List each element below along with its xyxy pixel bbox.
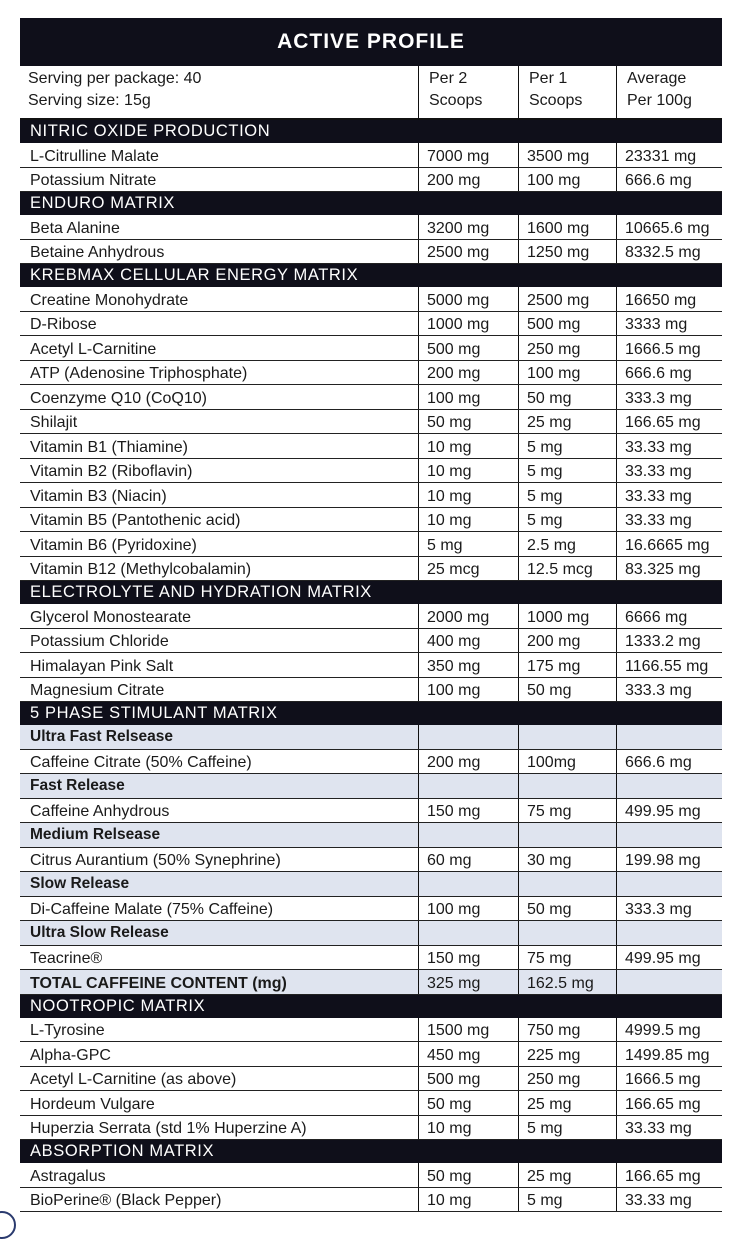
ingredient-row <box>20 385 722 410</box>
ingredient-name: D-Ribose <box>30 316 97 333</box>
amount-per-2-scoops: 200 mg <box>418 168 518 192</box>
amount-per-100g: 33.33 mg <box>616 1116 722 1140</box>
ingredient-name: Himalayan Pink Salt <box>30 657 174 675</box>
amount-per-2-scoops: 500 mg <box>418 1067 518 1091</box>
subsection-row <box>20 872 722 897</box>
subsection-label: Ultra Slow Release <box>30 923 169 941</box>
section-header: NOOTROPIC MATRIX <box>20 995 722 1018</box>
panel-title: ACTIVE PROFILE <box>20 18 722 66</box>
col-header-line: Per 2 <box>429 70 468 87</box>
amount-per-100g: 1333.2 mg <box>616 629 722 653</box>
amount-per-100g: 166.65 mg <box>616 1091 722 1115</box>
amount-per-1-scoop: 5 mg <box>518 459 616 483</box>
ingredient-row <box>20 1018 722 1043</box>
amount-per-2-scoops: 150 mg <box>418 799 518 823</box>
ingredient-row <box>20 532 722 557</box>
ingredient-name: Acetyl L-Carnitine (as above) <box>30 1071 237 1088</box>
amount-per-2-scoops: 2500 mg <box>418 240 518 264</box>
amount-per-100g: 8332.5 mg <box>616 240 722 264</box>
amount-per-1-scoop: 50 mg <box>518 897 616 921</box>
amount-per-2-scoops: 10 mg <box>418 483 518 507</box>
amount-per-100g: 16650 mg <box>616 287 722 311</box>
amount-per-2-scoops: 100 mg <box>418 897 518 921</box>
serving-size: Serving size: 15g <box>28 92 151 109</box>
ingredient-row <box>20 1163 722 1188</box>
ingredient-name: Potassium Chloride <box>30 633 169 650</box>
ingredient-name: Teacrine® <box>30 950 103 967</box>
ingredient-name: Creatine Monohydrate <box>30 291 189 309</box>
ingredient-row <box>20 459 722 484</box>
amount-per-100g: 1499.85 mg <box>616 1042 722 1066</box>
ingredient-name: Vitamin B1 (Thiamine) <box>30 438 188 456</box>
empty-cell <box>418 725 518 749</box>
ingredient-row <box>20 1116 722 1141</box>
amount-per-1-scoop: 50 mg <box>518 678 616 702</box>
amount-per-2-scoops: 1500 mg <box>418 1018 518 1042</box>
subsection-label: Fast Release <box>30 776 125 794</box>
ingredient-row <box>20 168 722 193</box>
amount-per-100g: 199.98 mg <box>616 848 722 872</box>
amount-per-100g: 33.33 mg <box>616 483 722 507</box>
amount-per-100g: 33.33 mg <box>616 434 722 458</box>
amount-per-100g: 4999.5 mg <box>616 1018 722 1042</box>
empty-cell <box>418 823 518 847</box>
amount-per-1-scoop: 5 mg <box>518 508 616 532</box>
amount-per-1-scoop: 12.5 mcg <box>518 557 616 581</box>
subsection-label: Ultra Fast Relsease <box>30 727 174 745</box>
empty-cell <box>418 921 518 945</box>
amount-per-2-scoops: 100 mg <box>418 385 518 409</box>
amount-per-2-scoops: 200 mg <box>418 361 518 385</box>
amount-per-1-scoop: 30 mg <box>518 848 616 872</box>
amount-per-100g: 333.3 mg <box>616 385 722 409</box>
amount-per-1-scoop: 25 mg <box>518 1163 616 1187</box>
ingredient-row <box>20 361 722 386</box>
subsection-row <box>20 921 722 946</box>
col-header-line: Average <box>627 70 687 87</box>
ingredient-row <box>20 678 722 703</box>
ingredient-name: Glycerol Monostearate <box>30 608 191 626</box>
empty-cell <box>518 774 616 798</box>
amount-per-2-scoops: 450 mg <box>418 1042 518 1066</box>
ingredient-name: Coenzyme Q10 (CoQ10) <box>30 389 207 407</box>
ingredient-row <box>20 508 722 533</box>
amount-per-2-scoops: 7000 mg <box>418 143 518 167</box>
col-header-per-2-scoops <box>418 66 518 118</box>
amount-per-1-scoop: 1600 mg <box>518 215 616 239</box>
ingredient-name: Caffeine Anhydrous <box>30 803 170 820</box>
amount-per-2-scoops: 50 mg <box>418 1163 518 1187</box>
amount-per-100g: 333.3 mg <box>616 678 722 702</box>
section-header: ABSORPTION MATRIX <box>20 1140 722 1163</box>
subsection-label: Slow Release <box>30 874 130 892</box>
ingredient-row <box>20 143 722 168</box>
amount-per-100g: 10665.6 mg <box>616 215 722 239</box>
ingredient-row <box>20 629 722 654</box>
amount-per-2-scoops: 50 mg <box>418 410 518 434</box>
amount-per-1-scoop: 3500 mg <box>518 143 616 167</box>
empty-cell <box>616 774 722 798</box>
ingredient-row <box>20 604 722 629</box>
amount-per-1-scoop: 750 mg <box>518 1018 616 1042</box>
amount-per-100g: 499.95 mg <box>616 946 722 970</box>
ingredient-row <box>20 434 722 459</box>
amount-per-1-scoop: 75 mg <box>518 799 616 823</box>
amount-per-2-scoops: 25 mcg <box>418 557 518 581</box>
col-header-line: Per 100g <box>627 92 692 109</box>
ingredient-row <box>20 215 722 240</box>
empty-cell <box>616 823 722 847</box>
ingredient-name: Beta Alanine <box>30 219 120 237</box>
ingredient-row <box>20 1042 722 1067</box>
empty-cell <box>418 774 518 798</box>
amount-per-2-scoops: 150 mg <box>418 946 518 970</box>
ingredient-row <box>20 312 722 337</box>
amount-per-100g: 333.3 mg <box>616 897 722 921</box>
empty-cell <box>518 823 616 847</box>
amount-per-2-scoops: 50 mg <box>418 1091 518 1115</box>
ingredient-row <box>20 799 722 824</box>
ingredient-name: Potassium Nitrate <box>30 172 157 189</box>
ingredient-row <box>20 1067 722 1092</box>
section-header: NITRIC OXIDE PRODUCTION <box>20 120 722 143</box>
serving-header <box>20 66 722 120</box>
ingredient-name: Vitamin B2 (Riboflavin) <box>30 463 193 480</box>
amount-per-2-scoops: 200 mg <box>418 750 518 774</box>
ingredient-row <box>20 1188 722 1213</box>
ingredient-name: Shilajit <box>30 414 78 431</box>
ingredient-name: Vitamin B12 (Methylcobalamin) <box>30 561 252 578</box>
amount-per-2-scoops: 10 mg <box>418 1116 518 1140</box>
ingredient-name: Caffeine Citrate (50% Caffeine) <box>30 754 252 771</box>
col-header-line: Per 1 <box>529 70 568 87</box>
ingredient-name: ATP (Adenosine Triphosphate) <box>30 365 248 382</box>
empty-cell <box>518 872 616 896</box>
amount-per-100g: 3333 mg <box>616 312 722 336</box>
amount-per-1-scoop: 1000 mg <box>518 604 616 628</box>
amount-per-100g: 499.95 mg <box>616 799 722 823</box>
amount-per-100g: 1666.5 mg <box>616 336 722 360</box>
amount-per-2-scoops: 325 mg <box>418 970 518 994</box>
amount-per-2-scoops: 100 mg <box>418 678 518 702</box>
ingredient-name: BioPerine® (Black Pepper) <box>30 1192 222 1209</box>
ingredient-name: Citrus Aurantium (50% Synephrine) <box>30 852 281 869</box>
amount-per-100g: 23331 mg <box>616 143 722 167</box>
empty-cell <box>418 872 518 896</box>
amount-per-1-scoop: 2500 mg <box>518 287 616 311</box>
serving-per-package: Serving per package: 40 <box>28 70 202 87</box>
ingredient-table <box>20 120 722 1212</box>
ingredient-name: Vitamin B5 (Pantothenic acid) <box>30 512 241 529</box>
ingredient-name: Huperzia Serrata (std 1% Huperzine A) <box>30 1120 307 1137</box>
ingredient-row <box>20 410 722 435</box>
amount-per-1-scoop: 25 mg <box>518 410 616 434</box>
ingredient-row <box>20 557 722 582</box>
serving-info <box>20 66 418 118</box>
ingredient-row <box>20 1091 722 1116</box>
col-header-line: Scoops <box>529 92 583 109</box>
amount-per-2-scoops: 10 mg <box>418 459 518 483</box>
ingredient-row <box>20 653 722 678</box>
ingredient-name: Astragalus <box>30 1167 106 1185</box>
amount-per-2-scoops: 10 mg <box>418 508 518 532</box>
amount-per-1-scoop: 162.5 mg <box>518 970 616 994</box>
ingredient-name: Vitamin B3 (Niacin) <box>30 487 167 505</box>
amount-per-1-scoop: 50 mg <box>518 385 616 409</box>
ingredient-name: Di-Caffeine Malate (75% Caffeine) <box>30 901 274 918</box>
amount-per-100g: 1666.5 mg <box>616 1067 722 1091</box>
subsection-row <box>20 823 722 848</box>
ingredient-name: L-Citrulline Malate <box>30 147 159 165</box>
amount-per-100g: 1166.55 mg <box>616 653 722 677</box>
ingredient-row <box>20 336 722 361</box>
amount-per-2-scoops: 500 mg <box>418 336 518 360</box>
amount-per-100g: 166.65 mg <box>616 410 722 434</box>
amount-per-1-scoop: 100 mg <box>518 361 616 385</box>
subsection-row <box>20 774 722 799</box>
amount-per-1-scoop: 5 mg <box>518 1188 616 1212</box>
supplement-facts-panel <box>20 18 722 1212</box>
amount-per-1-scoop: 75 mg <box>518 946 616 970</box>
corner-circle-mark <box>0 1211 16 1239</box>
ingredient-name: Acetyl L-Carnitine <box>30 340 157 358</box>
amount-per-1-scoop: 100 mg <box>518 168 616 192</box>
empty-cell <box>518 725 616 749</box>
amount-per-1-scoop: 175 mg <box>518 653 616 677</box>
amount-per-100g: 33.33 mg <box>616 1188 722 1212</box>
amount-per-1-scoop: 2.5 mg <box>518 532 616 556</box>
ingredient-row <box>20 897 722 922</box>
empty-cell <box>616 872 722 896</box>
amount-per-1-scoop: 100mg <box>518 750 616 774</box>
amount-per-1-scoop: 25 mg <box>518 1091 616 1115</box>
amount-per-2-scoops: 1000 mg <box>418 312 518 336</box>
amount-per-100g: 83.325 mg <box>616 557 722 581</box>
ingredient-name: TOTAL CAFFEINE CONTENT (mg) <box>30 974 287 992</box>
amount-per-100g: 666.6 mg <box>616 168 722 192</box>
section-header: ELECTROLYTE AND HYDRATION MATRIX <box>20 581 722 604</box>
empty-cell <box>616 725 722 749</box>
amount-per-100g: 666.6 mg <box>616 750 722 774</box>
empty-cell <box>616 921 722 945</box>
amount-per-2-scoops: 10 mg <box>418 1188 518 1212</box>
amount-per-100g: 16.6665 mg <box>616 532 722 556</box>
amount-per-1-scoop: 5 mg <box>518 483 616 507</box>
ingredient-row <box>20 483 722 508</box>
ingredient-row <box>20 287 722 312</box>
amount-per-1-scoop: 5 mg <box>518 1116 616 1140</box>
subsection-label: Medium Relsease <box>30 825 161 843</box>
amount-per-2-scoops: 5 mg <box>418 532 518 556</box>
amount-per-1-scoop: 250 mg <box>518 336 616 360</box>
ingredient-name: L-Tyrosine <box>30 1022 105 1039</box>
ingredient-name: Alpha-GPC <box>30 1046 111 1064</box>
amount-per-1-scoop: 500 mg <box>518 312 616 336</box>
ingredient-row <box>20 848 722 873</box>
amount-per-2-scoops: 400 mg <box>418 629 518 653</box>
amount-per-2-scoops: 60 mg <box>418 848 518 872</box>
col-header-per-1-scoop <box>518 66 616 118</box>
amount-per-100g: 6666 mg <box>616 604 722 628</box>
col-header-per-100g <box>616 66 722 118</box>
section-header: KREBMAX CELLULAR ENERGY MATRIX <box>20 264 722 287</box>
empty-cell <box>518 921 616 945</box>
amount-per-2-scoops: 10 mg <box>418 434 518 458</box>
amount-per-100g <box>616 970 722 994</box>
ingredient-name: Vitamin B6 (Pyridoxine) <box>30 536 197 554</box>
ingredient-name: Magnesium Citrate <box>30 682 165 699</box>
amount-per-100g: 666.6 mg <box>616 361 722 385</box>
ingredient-row <box>20 750 722 775</box>
amount-per-1-scoop: 225 mg <box>518 1042 616 1066</box>
amount-per-1-scoop: 5 mg <box>518 434 616 458</box>
subsection-row <box>20 725 722 750</box>
amount-per-2-scoops: 3200 mg <box>418 215 518 239</box>
ingredient-name: Hordeum Vulgare <box>30 1095 155 1113</box>
amount-per-2-scoops: 350 mg <box>418 653 518 677</box>
ingredient-row <box>20 240 722 265</box>
amount-per-100g: 166.65 mg <box>616 1163 722 1187</box>
section-header: 5 PHASE STIMULANT MATRIX <box>20 702 722 725</box>
section-header: ENDURO MATRIX <box>20 192 722 215</box>
ingredient-row <box>20 946 722 971</box>
amount-per-2-scoops: 2000 mg <box>418 604 518 628</box>
total-row <box>20 970 722 995</box>
amount-per-1-scoop: 1250 mg <box>518 240 616 264</box>
ingredient-name: Betaine Anhydrous <box>30 244 165 261</box>
amount-per-100g: 33.33 mg <box>616 508 722 532</box>
amount-per-1-scoop: 250 mg <box>518 1067 616 1091</box>
col-header-line: Scoops <box>429 92 483 109</box>
amount-per-100g: 33.33 mg <box>616 459 722 483</box>
amount-per-1-scoop: 200 mg <box>518 629 616 653</box>
amount-per-2-scoops: 5000 mg <box>418 287 518 311</box>
